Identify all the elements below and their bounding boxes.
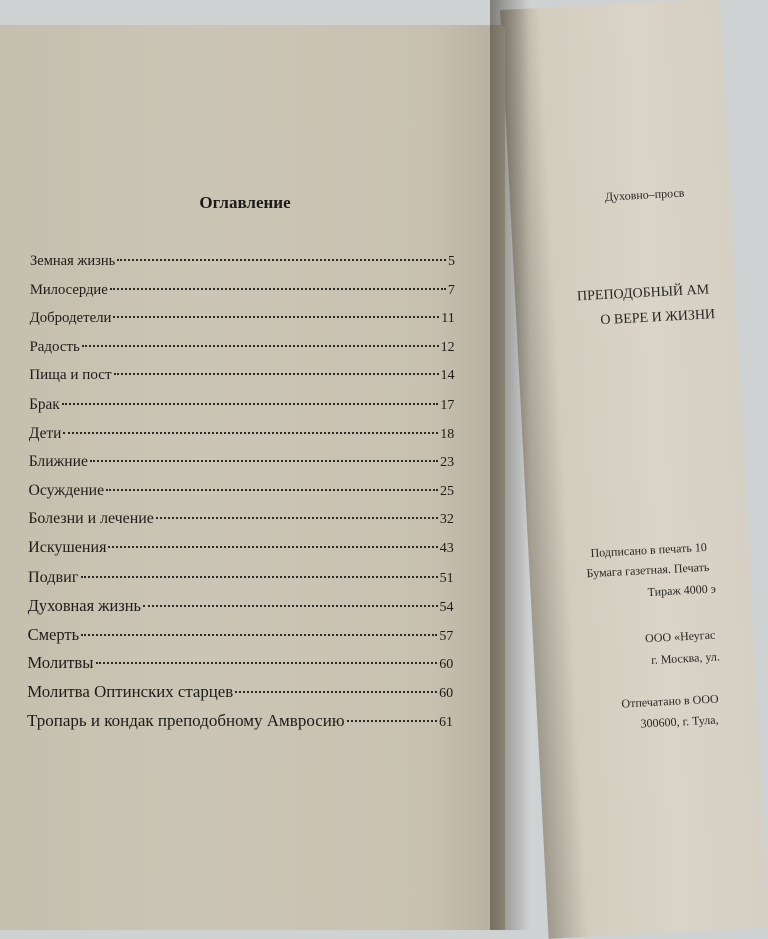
toc-entry-page: 5 <box>448 254 455 269</box>
toc-entry <box>29 339 454 356</box>
imprint-print-run: Тираж 4000 э <box>647 581 717 600</box>
toc-entry-page: 60 <box>439 657 454 673</box>
toc-entry-label: Ближние <box>28 453 88 471</box>
toc-leader-dots <box>110 288 446 290</box>
toc-entry-label: Тропарь и кондак преподобному Амвросию <box>27 710 345 730</box>
toc-leader-dots <box>113 316 439 318</box>
toc-leader-dots <box>82 345 439 347</box>
toc-entry-label: Добродетели <box>29 310 112 327</box>
toc-entry <box>27 682 453 702</box>
toc-entry-label: Подвиг <box>27 567 79 586</box>
toc-entry <box>28 539 454 557</box>
toc-leader-dots <box>96 662 438 664</box>
imprint-title-line2: О ВЕРЕ И ЖИЗНИ <box>600 307 716 329</box>
toc-entry <box>28 568 454 587</box>
toc-entry <box>29 482 455 500</box>
toc-leader-dots <box>62 403 439 405</box>
toc-entry-page: 17 <box>440 398 455 413</box>
toc-entry <box>28 596 454 616</box>
toc-entry-page: 18 <box>440 426 455 442</box>
toc-leader-dots <box>81 576 438 578</box>
toc-entry <box>28 625 454 645</box>
imprint-printed-city: 300600, г. Тула, <box>640 712 719 731</box>
toc-entry <box>28 510 454 528</box>
toc-entry-label: Духовная жизнь <box>27 596 141 616</box>
imprint-printed-by: Отпечатано в ООО <box>621 691 719 711</box>
toc-entry-label: Дети <box>28 424 62 442</box>
toc-leader-dots <box>156 517 438 519</box>
toc-leader-dots <box>114 373 439 375</box>
toc-entry-page: 51 <box>439 570 454 586</box>
toc-entry-page: 7 <box>447 282 455 298</box>
toc-entry-label: Искушения <box>28 539 107 556</box>
page-gutter-shadow <box>490 0 530 930</box>
toc-entry <box>27 711 453 731</box>
toc-entry-page: 57 <box>439 628 454 644</box>
toc-entry <box>30 253 455 270</box>
toc-entry-page: 25 <box>440 483 454 499</box>
right-page-imprint <box>500 0 768 939</box>
toc-entry <box>30 282 455 299</box>
toc-entry-label: Болезни и лечение <box>28 510 154 528</box>
toc-entry <box>30 310 455 327</box>
imprint-publisher: ООО «Неугас <box>644 627 716 646</box>
toc-entry-label: Молитвы <box>27 653 94 673</box>
toc-entry-label: Брак <box>29 396 60 413</box>
imprint-publisher-city: г. Москва, ул. <box>650 649 721 667</box>
toc-entry-page: 14 <box>440 368 455 384</box>
toc-entry-page: 32 <box>439 512 454 528</box>
toc-leader-dots <box>143 605 438 607</box>
toc-entry-page: 60 <box>439 686 454 701</box>
toc-entry <box>29 396 454 414</box>
toc-entry-label: Радость <box>29 338 80 355</box>
toc-entry-label: Смерть <box>27 624 80 644</box>
toc-entry-label: Осуждение <box>28 481 105 499</box>
toc-entry <box>29 425 454 443</box>
page-title: Оглавление <box>199 193 291 212</box>
left-page-contents <box>0 25 505 930</box>
toc-leader-dots <box>81 634 437 636</box>
toc-entry <box>29 367 454 384</box>
toc-entry-label: Молитва Оптинских старцев <box>27 682 234 701</box>
toc-leader-dots <box>117 259 446 261</box>
toc-leader-dots <box>347 720 437 722</box>
toc-leader-dots <box>63 432 438 434</box>
toc-entry <box>27 653 453 673</box>
toc-entry-page: 54 <box>439 600 454 616</box>
toc-entry-page: 43 <box>439 541 454 556</box>
imprint-title-line1: ПРЕПОДОБНЫЙ АМ <box>576 282 710 305</box>
toc-entry-page: 11 <box>441 311 455 327</box>
toc-entry-page: 23 <box>440 455 455 471</box>
toc-entry-page: 61 <box>439 714 453 730</box>
toc-entry-label: Милосердие <box>29 281 108 298</box>
imprint-signed: Подписано в печать 10 <box>590 539 708 560</box>
toc-entry-page: 12 <box>440 339 455 355</box>
toc-entry-label: Земная жизнь <box>30 253 116 269</box>
toc-leader-dots <box>90 460 438 462</box>
toc-leader-dots <box>108 546 437 548</box>
toc-leader-dots <box>235 691 437 693</box>
imprint-paper: Бумага газетная. Печать <box>586 559 710 581</box>
toc-entry-label: Пища и пост <box>29 367 112 384</box>
imprint-series: Духовно–просв <box>604 185 685 204</box>
toc-leader-dots <box>106 489 438 491</box>
table-of-contents <box>0 25 505 930</box>
toc-entry <box>29 453 454 471</box>
